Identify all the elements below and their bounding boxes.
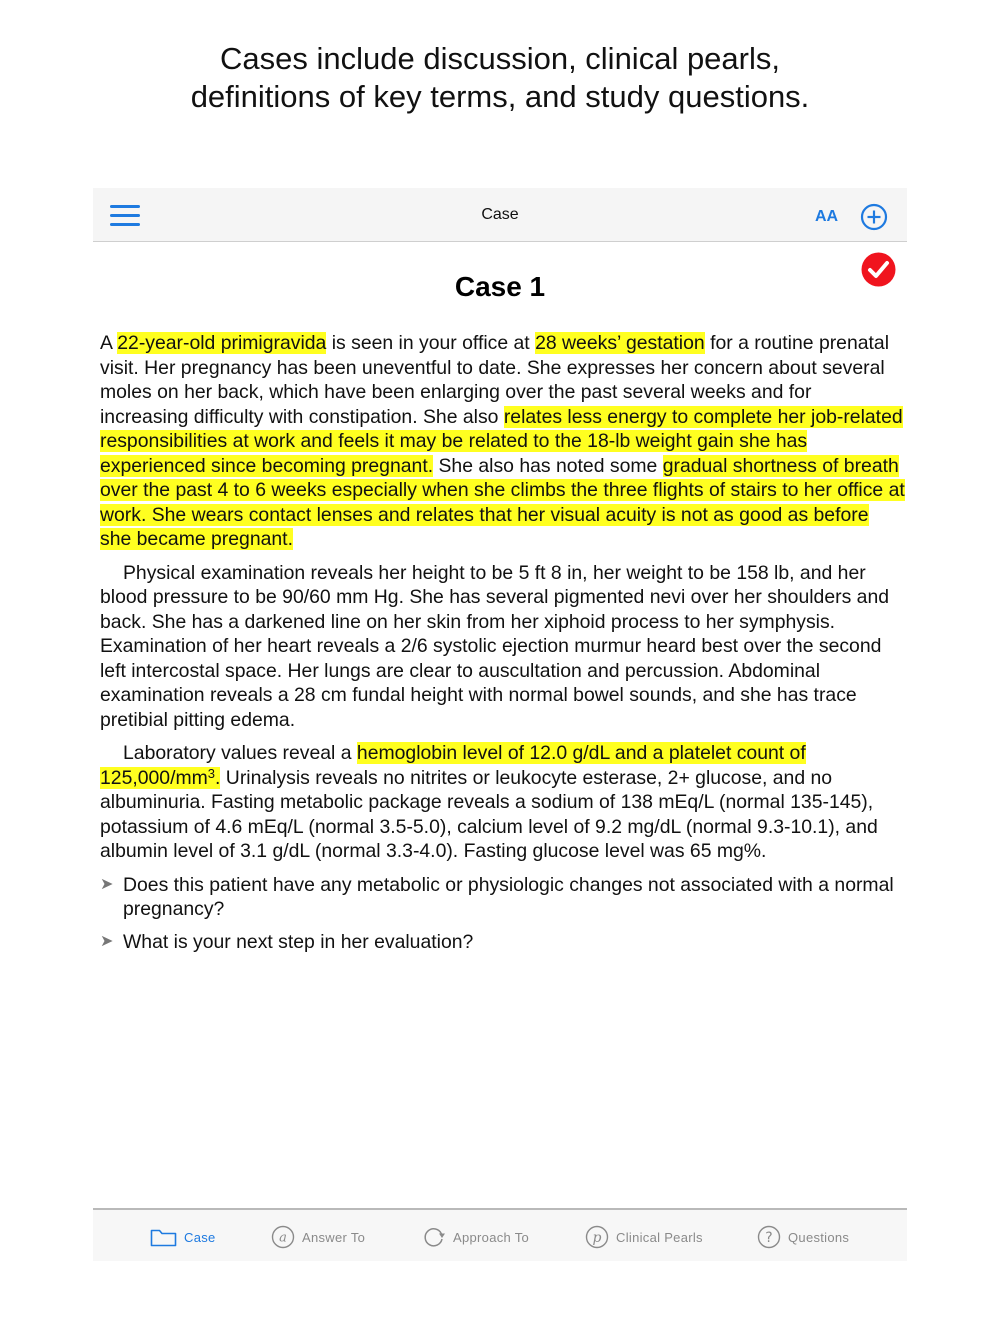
svg-text:a: a — [279, 1230, 287, 1246]
tab-label: Case — [184, 1229, 216, 1245]
text-segment: A — [100, 332, 118, 354]
promo-line-2: definitions of key terms, and study questions. — [190, 79, 810, 114]
nav-title: Case — [481, 206, 519, 223]
study-question — [100, 930, 905, 955]
highlighted-text[interactable]: 28 weeks’ gestation — [535, 332, 705, 354]
promo-line-1: Cases include discussion, clinical pearls, — [220, 41, 780, 76]
tab-label: Clinical Pearls — [616, 1229, 703, 1245]
tab-clinical-pearls[interactable] — [585, 1224, 703, 1250]
lab-values-paragraph — [100, 741, 905, 864]
tab-label: Questions — [788, 1229, 850, 1245]
navigation-bar — [93, 188, 907, 242]
text-segment: for a routine prenatal visit. Her pregnancy has been uneventful to date. She expresses her concern about several moles on her back, which have been enlarging over the past several weeks and for increasing difficulty with constipation. She also — [100, 332, 890, 428]
app-screen — [93, 188, 907, 1259]
text-segment: She also has noted some — [433, 454, 663, 477]
case-content — [100, 331, 905, 960]
highlight-text-part: hemoglobin level of 12.0 g/dL and a platelet count of 125,000/mm — [100, 742, 806, 789]
highlight-text-part: . — [215, 766, 221, 789]
refresh-arrow-icon — [422, 1225, 446, 1249]
highlighted-text[interactable]: gradual shortness of breath over the past 4 to 6 weeks especially when she climbs the three flights of stairs to her office at work. She wears contact lenses and relates that her visual acuity is not as good as before she became pregnant. — [100, 454, 905, 550]
arrow-bullet-icon: ➤ — [100, 932, 114, 950]
case-history-paragraph — [100, 331, 905, 552]
tab-label: Approach To — [453, 1229, 530, 1245]
question-text: Does this patient have any metabolic or physiologic changes not associated with a normal pregnancy? — [123, 873, 894, 920]
tab-case[interactable] — [150, 1224, 216, 1250]
case-title: Case 1 — [454, 271, 546, 302]
physical-exam-paragraph: Physical examination reveals her height to be 5 ft 8 in, her weight to be 158 lb, and her blood pressure to be 90/60 mm Hg. She has several pigmented nevi over her shoulders and back. She has a darkened line on her skin from her xiphoid process to her symphysis. Examination of her heart reveals a 2/6 systolic ejection murmur heard best over the second left intercostal space. Her lungs are clear to auscultation and percussion. Abdominal examination reveals a 28 cm fundal height with normal bowel sounds, and she has trace pretibial pitting edema. — [100, 561, 890, 731]
svg-text:?: ? — [765, 1230, 773, 1246]
arrow-bullet-icon: ➤ — [100, 875, 114, 893]
text-segment: is seen in your office at — [326, 332, 536, 354]
tab-questions[interactable] — [757, 1224, 849, 1250]
superscript: 3 — [207, 765, 216, 781]
folder-icon — [150, 1227, 177, 1247]
promo-caption — [0, 40, 1000, 116]
tab-label: Answer To — [302, 1229, 366, 1245]
pearl-p-icon — [585, 1225, 609, 1249]
tab-bar — [93, 1208, 907, 1261]
at-sign-icon — [271, 1225, 295, 1249]
highlighted-text[interactable]: 22-year-old primigravida — [117, 332, 327, 354]
study-question — [100, 873, 905, 922]
question-text: What is your next step in her evaluation? — [123, 930, 474, 953]
highlighted-text[interactable]: relates less energy to complete her job-related responsibilities at work and feels it may be related to the 18-lb weight gain she has experienced since becoming pregnant. — [100, 405, 903, 477]
text-segment: Urinalysis reveals no nitrites or leukocyte esterase, 2+ glucose, and no albuminuria. Fasting metabolic package reveals a sodium of 138 mEq/L (normal 135-145), potassium of 4.6 mEq/L (normal 3.5-5.0), calcium level of 9.2 mg/dL (normal 9.3-10.1), and albumin level of 3.1 g/dL (normal 3.3-4.0). Fasting glucose level was 65 mg%. — [100, 766, 878, 862]
question-circle-icon — [757, 1225, 781, 1249]
tab-answer-to[interactable] — [271, 1224, 365, 1250]
text-segment: Laboratory values reveal a — [123, 742, 357, 764]
tab-approach-to[interactable] — [422, 1224, 529, 1250]
text-size-button[interactable]: AA — [815, 208, 839, 225]
plus-circle-icon[interactable] — [860, 203, 888, 231]
svg-text:p: p — [592, 1230, 602, 1246]
